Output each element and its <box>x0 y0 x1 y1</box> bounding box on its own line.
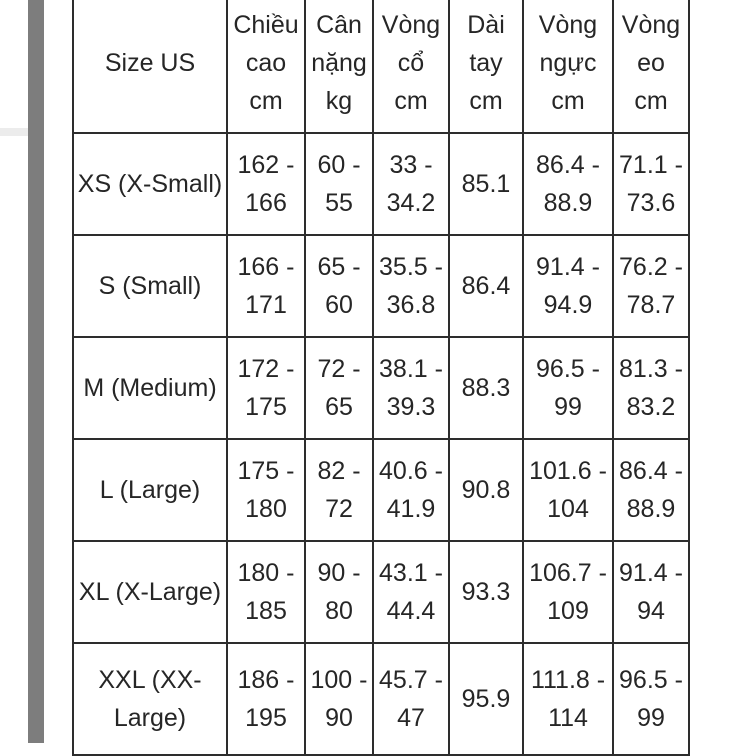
cell-size-line: Large) <box>113 704 187 732</box>
cell-chest <box>523 541 613 643</box>
header-weight <box>305 0 373 133</box>
cell-weight <box>305 439 373 541</box>
cell-weight-line: 65 - <box>317 253 361 281</box>
cell-chest-line: 94.9 <box>543 291 593 319</box>
left-edge-bar <box>28 0 44 743</box>
cell-chest <box>523 643 613 755</box>
cell-arm-line: 85.1 <box>461 170 511 198</box>
cell-height <box>227 337 305 439</box>
cell-neck <box>373 337 449 439</box>
cell-size <box>73 337 227 439</box>
cell-arm <box>449 133 523 235</box>
header-neck-line: Vòng <box>381 11 441 39</box>
cell-size-line: XL (X-Large) <box>78 578 222 606</box>
cell-height <box>227 541 305 643</box>
left-edge-notch <box>0 128 28 136</box>
header-height <box>227 0 305 133</box>
cell-weight-line: 60 - <box>317 151 361 179</box>
cell-waist-line: 73.6 <box>626 189 676 217</box>
cell-height <box>227 643 305 755</box>
cell-chest-line: 114 <box>548 704 588 732</box>
cell-weight-line: 90 - <box>317 559 361 587</box>
cell-height-line: 171 <box>245 291 287 319</box>
cell-waist-line: 71.1 - <box>619 151 683 179</box>
cell-neck <box>373 541 449 643</box>
cell-neck <box>373 643 449 755</box>
cell-waist <box>613 643 689 755</box>
cell-waist <box>613 337 689 439</box>
cell-chest-line: 106.7 - <box>529 559 607 587</box>
cell-waist-line: 83.2 <box>626 393 676 421</box>
cell-height-line: 185 <box>245 597 287 625</box>
cell-size <box>73 439 227 541</box>
cell-waist <box>613 133 689 235</box>
cell-weight <box>305 643 373 755</box>
table-row <box>73 541 689 643</box>
cell-waist-line: 78.7 <box>626 291 676 319</box>
cell-waist-line: 86.4 - <box>619 457 683 485</box>
header-row <box>73 0 689 133</box>
header-arm-line: Dài <box>467 11 505 39</box>
cell-weight-line: 72 <box>325 495 353 523</box>
cell-size <box>73 235 227 337</box>
cell-height <box>227 133 305 235</box>
header-size-label: Size US <box>104 49 196 77</box>
header-chest-line: Vòng <box>538 11 598 39</box>
cell-waist-line: 96.5 - <box>619 666 683 694</box>
header-height-line: cao <box>245 49 287 77</box>
header-chest-line: ngực <box>539 49 597 77</box>
table-row <box>73 337 689 439</box>
cell-size <box>73 541 227 643</box>
table-row <box>73 133 689 235</box>
cell-neck-line: 47 <box>397 704 425 732</box>
cell-arm <box>449 541 523 643</box>
cell-height <box>227 235 305 337</box>
header-neck-line: cổ <box>397 49 425 77</box>
cell-arm-line: 88.3 <box>461 374 511 402</box>
cell-neck-line: 45.7 - <box>379 666 443 694</box>
cell-weight-line: 82 - <box>317 457 361 485</box>
header-neck-line: cm <box>394 87 428 115</box>
header-neck <box>373 0 449 133</box>
cell-weight <box>305 133 373 235</box>
cell-chest-line: 88.9 <box>543 189 593 217</box>
cell-chest <box>523 133 613 235</box>
cell-chest-line: 111.8 - <box>530 666 606 694</box>
header-weight-line: nặng <box>311 49 367 77</box>
cell-chest <box>523 337 613 439</box>
cell-neck-line: 34.2 <box>386 189 436 217</box>
cell-neck-line: 35.5 - <box>379 253 443 281</box>
cell-weight-line: 72 - <box>317 355 361 383</box>
cell-waist <box>613 439 689 541</box>
cell-arm-line: 90.8 <box>461 476 511 504</box>
table-row <box>73 643 689 755</box>
cell-chest-line: 104 <box>547 495 589 523</box>
header-arm <box>449 0 523 133</box>
cell-weight-line: 80 <box>325 597 353 625</box>
header-waist-line: eo <box>637 49 665 77</box>
header-waist <box>613 0 689 133</box>
cell-height-line: 172 - <box>237 355 295 383</box>
cell-chest-line: 96.5 - <box>536 355 600 383</box>
cell-height-line: 186 - <box>237 666 295 694</box>
cell-neck-line: 40.6 - <box>379 457 443 485</box>
header-chest-line: cm <box>551 87 585 115</box>
header-chest <box>523 0 613 133</box>
cell-weight-line: 100 - <box>310 666 368 694</box>
header-waist-line: cm <box>634 87 668 115</box>
cell-height-line: 175 - <box>237 457 295 485</box>
cell-chest-line: 91.4 - <box>536 253 600 281</box>
cell-height-line: 180 - <box>237 559 295 587</box>
cell-height-line: 166 - <box>237 253 295 281</box>
cell-neck-line: 44.4 <box>386 597 436 625</box>
cell-weight <box>305 541 373 643</box>
header-weight-line: Cân <box>316 11 362 39</box>
cell-neck <box>373 235 449 337</box>
cell-weight <box>305 337 373 439</box>
table-row <box>73 439 689 541</box>
cell-size-line: L (Large) <box>99 476 201 504</box>
cell-size <box>73 643 227 755</box>
cell-waist <box>613 541 689 643</box>
cell-chest-line: 86.4 - <box>536 151 600 179</box>
header-arm-line: cm <box>469 87 503 115</box>
cell-height-line: 195 <box>245 704 287 732</box>
cell-neck <box>373 133 449 235</box>
cell-waist <box>613 235 689 337</box>
cell-waist-line: 88.9 <box>626 495 676 523</box>
cell-waist-line: 76.2 - <box>619 253 683 281</box>
cell-height-line: 166 <box>245 189 287 217</box>
cell-size-line: S (Small) <box>98 272 202 300</box>
cell-size-line: M (Medium) <box>83 374 217 402</box>
header-height-line: cm <box>249 87 283 115</box>
table-row <box>73 235 689 337</box>
table-body <box>73 133 689 755</box>
cell-height <box>227 439 305 541</box>
cell-waist-line: 94 <box>637 597 665 625</box>
cell-arm <box>449 337 523 439</box>
cell-neck-line: 39.3 <box>386 393 436 421</box>
cell-size-line: XXL (XX- <box>98 666 202 694</box>
cell-arm-line: 95.9 <box>461 685 511 713</box>
cell-waist-line: 81.3 - <box>619 355 683 383</box>
cell-weight-line: 55 <box>325 189 353 217</box>
size-chart-table <box>72 0 690 756</box>
cell-size <box>73 133 227 235</box>
header-waist-line: Vòng <box>621 11 681 39</box>
cell-height-line: 175 <box>245 393 287 421</box>
cell-weight-line: 65 <box>325 393 353 421</box>
cell-arm-line: 86.4 <box>461 272 511 300</box>
cell-neck-line: 36.8 <box>386 291 436 319</box>
header-height-line: Chiều <box>233 11 299 39</box>
cell-arm <box>449 643 523 755</box>
cell-weight <box>305 235 373 337</box>
cell-neck-line: 41.9 <box>386 495 436 523</box>
cell-neck <box>373 439 449 541</box>
cell-size-line: XS (X-Small) <box>77 170 223 198</box>
cell-chest <box>523 235 613 337</box>
cell-chest-line: 101.6 - <box>529 457 607 485</box>
cell-neck-line: 43.1 - <box>379 559 443 587</box>
cell-chest-line: 99 <box>554 393 582 421</box>
header-size <box>73 0 227 133</box>
cell-waist-line: 99 <box>637 704 665 732</box>
cell-weight-line: 60 <box>325 291 353 319</box>
cell-arm-line: 93.3 <box>461 578 511 606</box>
header-arm-line: tay <box>469 49 503 77</box>
cell-neck-line: 38.1 - <box>379 355 443 383</box>
cell-neck-line: 33 - <box>389 151 433 179</box>
cell-height-line: 162 - <box>237 151 295 179</box>
cell-arm <box>449 439 523 541</box>
cell-weight-line: 90 <box>325 704 353 732</box>
header-weight-line: kg <box>325 87 353 115</box>
cell-height-line: 180 <box>245 495 287 523</box>
cell-arm <box>449 235 523 337</box>
cell-chest <box>523 439 613 541</box>
cell-waist-line: 91.4 - <box>619 559 683 587</box>
cell-chest-line: 109 <box>547 597 589 625</box>
